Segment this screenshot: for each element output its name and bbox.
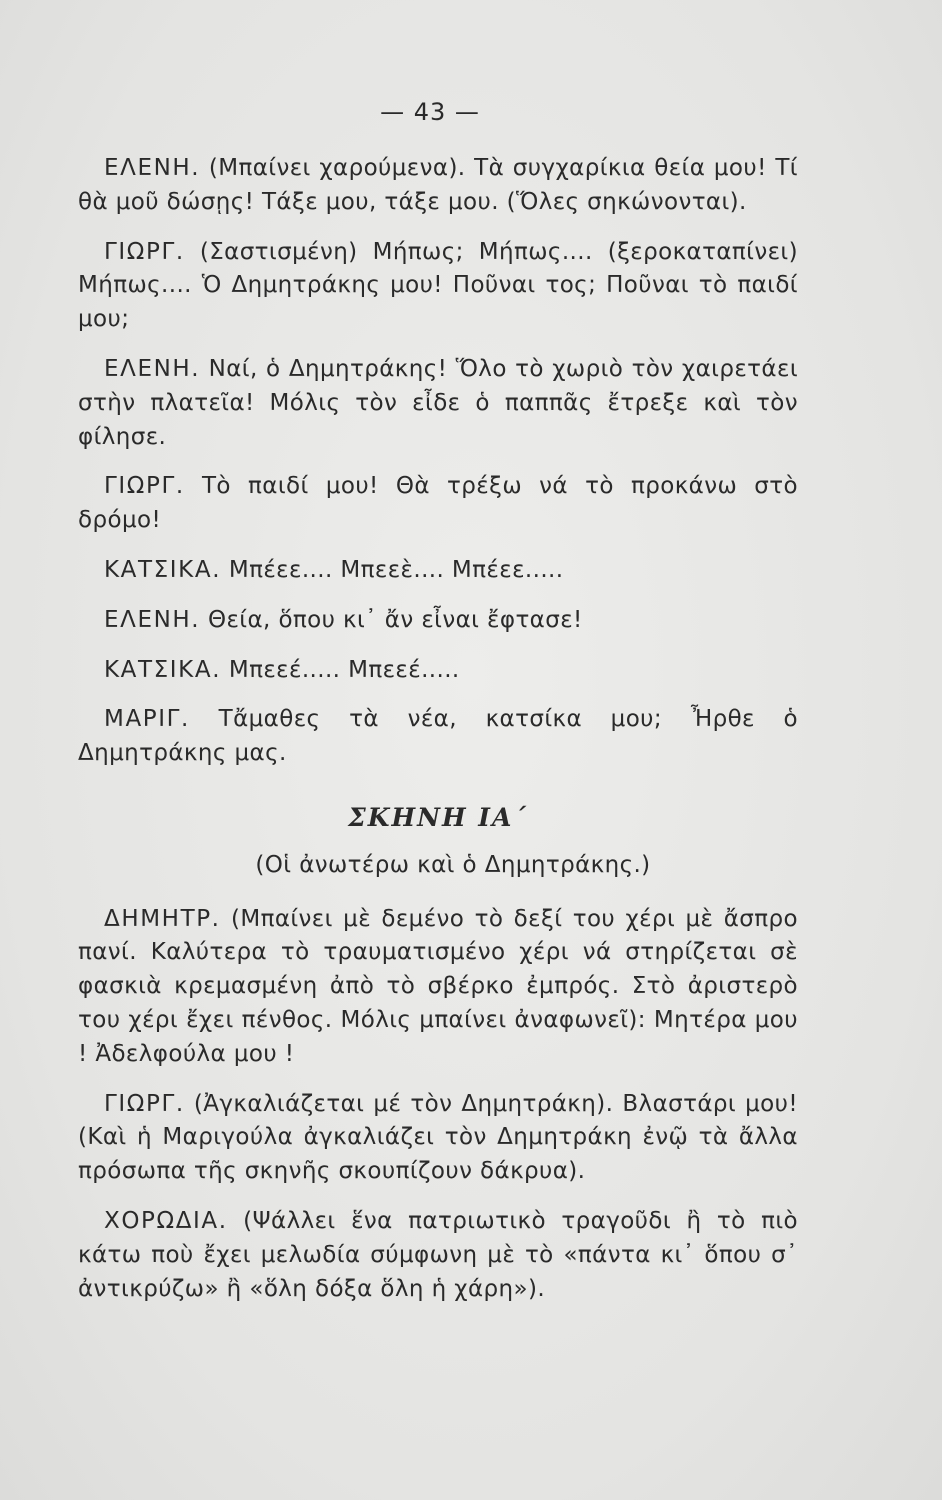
dialogue-line bbox=[78, 903, 798, 1072]
dialogue-line bbox=[78, 353, 798, 454]
dialogue-text: (Μπαίνει μὲ δεμένο τὸ δεξί του χέρι μὲ ἄσπρο πανί. Καλύτερα τὸ τραυματισμένο χέρι νά στηρίζεται σὲ φασκιὰ κρεμασμένη ἀπὸ τὸ σβέρκο ἐμπρός. Στὸ ἀριστερὸ του χέρι ἔχει πένθος. Μόλις μπαίνει ἀναφωνεῖ): Μητέρα μου ! Ἀδελφούλα μου ! bbox=[78, 905, 798, 1067]
speaker-name: ΧΟΡΩΔΙΑ. bbox=[104, 1207, 228, 1234]
speaker-name: ΓΙΩΡΓ. bbox=[104, 473, 185, 500]
dialogue-line bbox=[78, 1088, 798, 1189]
speaker-name: ΜΑΡΙΓ. bbox=[104, 706, 190, 733]
dialogue-text: (Ἀγκαλιάζεται μέ τὸν Δημητράκη). Βλαστάρι μου! (Καὶ ἡ Μαριγούλα ἀγκαλιάζει τὸν Δημητράκη ἐνῷ τὰ ἄλλα πρόσωπα τῆς σκηνῆς σκουπίζουν δάκρυα). bbox=[78, 1090, 798, 1185]
dialogue-text: (Ψάλλει ἕνα πατριωτικὸ τραγοῦδι ἢ τὸ πιὸ κάτω ποὺ ἔχει μελωδία σύμφωνη μὲ τὸ «πάντα κι᾽ ὅπου σ᾽ ἀντικρύζω» ἢ «ὅλη δόξα ὅλη ἡ χάρη»). bbox=[78, 1207, 799, 1302]
play-text bbox=[78, 152, 798, 1322]
dialogue-line bbox=[78, 604, 798, 638]
speaker-name: ΚΑΤΣΙΚΑ. bbox=[104, 656, 222, 683]
dialogue-text: (Σαστισμένη) Μήπως; Μήπως.... (ξεροκαταπίνει) Μήπως.... Ὁ Δημητράκης μου! Ποῦναι τος; Ποῦναι τὸ παιδί μου; bbox=[78, 238, 798, 333]
speaker-name: ΓΙΩΡΓ. bbox=[104, 238, 185, 265]
speaker-name: ΔΗΜΗΤΡ. bbox=[104, 905, 221, 932]
dialogue-line bbox=[78, 236, 798, 337]
speaker-name: ΚΑΤΣΙΚΑ. bbox=[104, 556, 222, 583]
speaker-name: ΕΛΕΝΗ. bbox=[104, 155, 201, 181]
dialogue-text: Τἄμαθες τὰ νέα, κατσίκα μου; Ἦρθε ὁ Δημητράκης μας. bbox=[78, 706, 799, 767]
scene-note: (Οἱ ἀνωτέρω καὶ ὁ Δημητράκης.) bbox=[255, 851, 651, 878]
scene-title: ΣΚΗΝΗ ΙΑ΄ bbox=[348, 802, 528, 832]
speaker-name: ΕΛΕΝΗ. bbox=[104, 355, 201, 382]
dialogue-text: (Μπαίνει χαρούμενα). Τὰ συγχαρίκια θεία μου! Τί θὰ μοῦ δώσῃς! Τάξε μου, τάξε μου. (Ὅλες σηκώνονται). bbox=[78, 155, 798, 215]
dialogue-text: Μπεεέ..... Μπεεέ..... bbox=[228, 656, 460, 683]
speaker-name: ΕΛΕΝΗ. bbox=[104, 606, 201, 633]
dialogue-line bbox=[78, 703, 798, 771]
dialogue-line bbox=[78, 1205, 798, 1306]
dialogue-text: Τὸ παιδί μου! Θὰ τρέξω νά τὸ προκάνω στὸ δρόμο! bbox=[78, 473, 799, 534]
page-number: — 43 — bbox=[380, 98, 480, 126]
dialogue-line bbox=[78, 470, 798, 538]
dialogue-line bbox=[78, 152, 798, 220]
dialogue-text: Ναί, ὁ Δημητράκης! Ὅλο τὸ χωριὸ τὸν χαιρετάει στὴν πλατεῖα! Μόλις τὸν εἶδε ὁ παππᾶς ἔτρεξε καὶ τὸν φίλησε. bbox=[78, 355, 799, 450]
dialogue-line bbox=[78, 654, 798, 688]
dialogue-text: Μπέεε.... Μπεεὲ.... Μπέεε..... bbox=[228, 556, 564, 583]
speaker-name: ΓΙΩΡΓ. bbox=[104, 1090, 185, 1117]
dialogue-line bbox=[78, 554, 798, 588]
dialogue-text: Θεία, ὅπου κι᾽ ἄν εἶναι ἔφτασε! bbox=[207, 606, 583, 633]
